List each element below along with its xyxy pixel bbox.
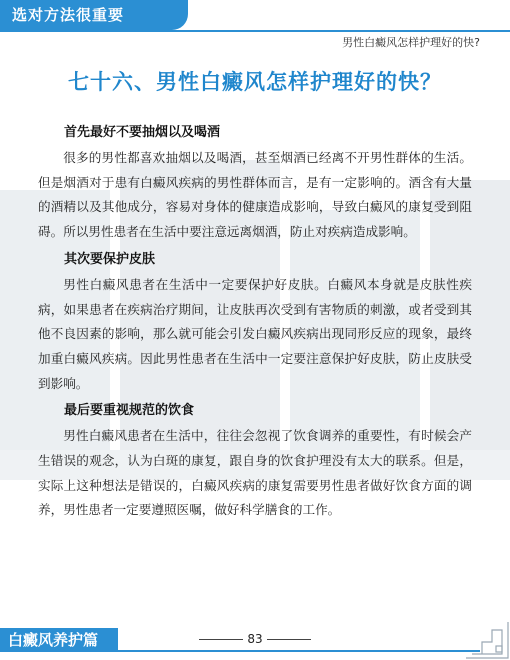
page-number: [0, 632, 510, 646]
section-paragraph: 男性白癜风患者在生活中，往往会忽视了饮食调养的重要性，有时候会产生错误的观念，认为白斑的康复，跟自身的饮食护理没有太大的联系。但是，实际上这种想法是错误的，白癜风疾病的康复需要男性患者做好饮食方面的调养，男性患者一定要遵照医嘱，做好科学膳食的工作。: [38, 428, 472, 518]
top-rule: [0, 30, 510, 32]
top-banner: [0, 0, 188, 30]
section-heading: 首先最好不要抽烟以及喝酒: [64, 125, 221, 140]
section-heading: 最后要重视规范的饮食: [64, 403, 195, 419]
page-title: 七十六、男性白癜风怎样护理好的快？: [68, 70, 442, 94]
corner-ornament-icon: [464, 620, 510, 660]
page-number-text: 83: [247, 632, 263, 646]
running-head: 男性白癜风怎样护理好的快?: [342, 36, 480, 49]
section-heading: 其次要保护皮肤: [64, 251, 156, 267]
article-body: [38, 122, 472, 527]
section-paragraph: 男性白癜风患者在生活中一定要保护好皮肤。白癜风本身就是皮肤性疾病，如果患者在疾病治疗期间，让皮肤再次受到有害物质的刺激，或者受到其他不良因素的影响，那么就可能会引发白癜风疾病出现同形反应的现象，最终加重白癜风疾病。因此男性患者在生活中一定要注意保护好皮肤，防止皮肤受到影响。: [38, 276, 472, 391]
banner-text: 选对方法很重要: [12, 6, 125, 24]
section-paragraph: 很多的男性都喜欢抽烟以及喝酒，甚至烟酒已经离不开男性群体的生活。但是烟酒对于患有白癜风疾病的男性群体而言，是有一定影响的。酒含有大量的酒精以及其他成分，容易对身体的健康造成影响，导致白癜风的康复受到阻碍。所以男性患者在生活中要注意远离烟酒，防止对疾病造成影响。: [38, 150, 472, 240]
section-label: 白癜风养护篇: [0, 628, 118, 652]
